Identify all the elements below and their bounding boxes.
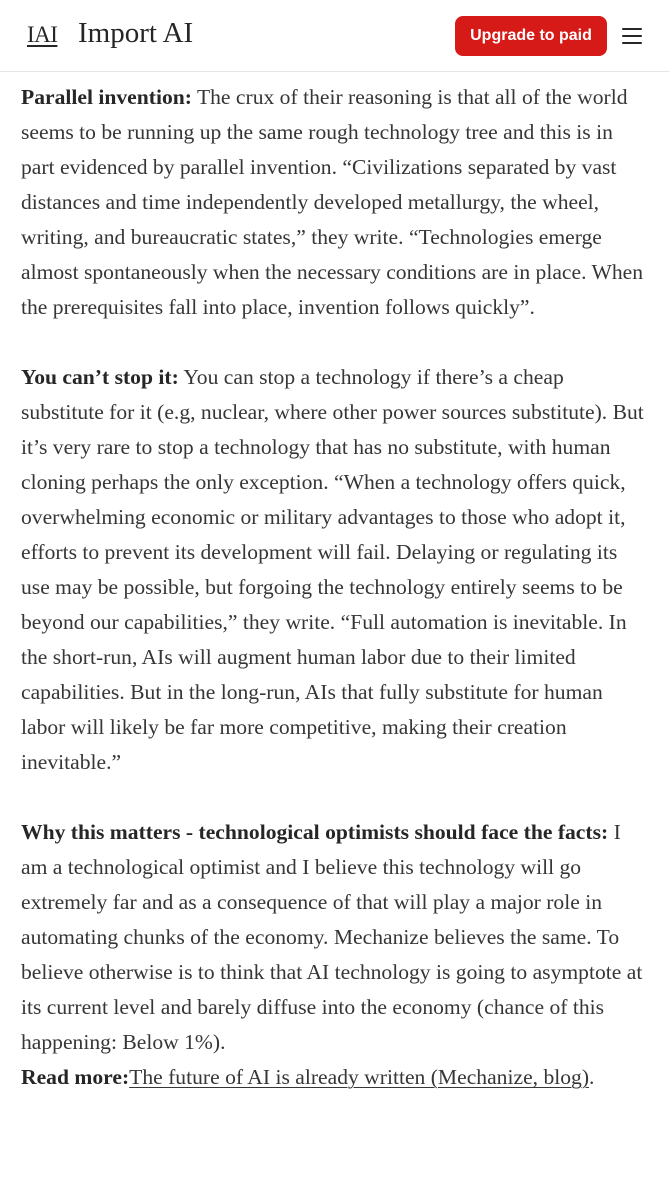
- paragraph-why-this-matters: [21, 815, 651, 1095]
- paragraph-lead: Parallel invention:: [21, 85, 192, 109]
- read-more-tail: .: [589, 1065, 595, 1089]
- site-logo[interactable]: IAI: [27, 22, 58, 47]
- site-title[interactable]: Import AI: [78, 17, 194, 49]
- paragraph-text: I am a technological optimist and I believe this technology will go extremely far and as a consequence of that will play a major role in automating chunks of the economy. Mechanize believes the same. To believe otherwise is to think that AI technology is going to asymptote at its current level and barely diffuse into the economy (chance of this happening: Below 1%).: [21, 820, 643, 1054]
- site-header: [0, 0, 669, 72]
- paragraph-text: The crux of their reasoning is that all of the world seems to be running up the same rough technology tree and this is in part evidenced by parallel invention. “Civilizations separated by vast distances and time independently developed metallurgy, the wheel, writing, and bureaucratic states,” they write. “Technologies emerge almost spontaneously when the necessary conditions are in place. When the prerequisites fall into place, invention follows quickly”.: [21, 85, 644, 319]
- read-more-link[interactable]: The future of AI is already written (Mechanize, blog): [129, 1065, 590, 1089]
- article-body: [21, 80, 651, 1130]
- paragraph-lead: You can’t stop it:: [21, 365, 179, 389]
- paragraph-lead: Why this matters - technological optimists should face the facts:: [21, 820, 609, 844]
- paragraph-cant-stop-it: [21, 360, 651, 780]
- hamburger-menu-icon[interactable]: [622, 26, 644, 46]
- upgrade-to-paid-button[interactable]: Upgrade to paid: [455, 16, 607, 56]
- paragraph-text: You can stop a technology if there’s a cheap substitute for it (e.g, nuclear, where other power sources substitute). But it’s very rare to stop a technology that has no substitute, with human cloning perhaps the only exception. “When a technology offers quick, overwhelming economic or military advantages to those who adopt it, efforts to prevent its development will fail. Delaying or regulating its use may be possible, but forgoing the technology entirely seems to be beyond our capabilities,” they write. “Full automation is inevitable. In the short-run, AIs will augment human labor due to their limited capabilities. But in the long-run, AIs that fully substitute for human labor will likely be far more competitive, making their creation inevitable.”: [21, 365, 644, 774]
- read-more-label: Read more:: [21, 1065, 130, 1089]
- paragraph-parallel-invention: [21, 80, 651, 325]
